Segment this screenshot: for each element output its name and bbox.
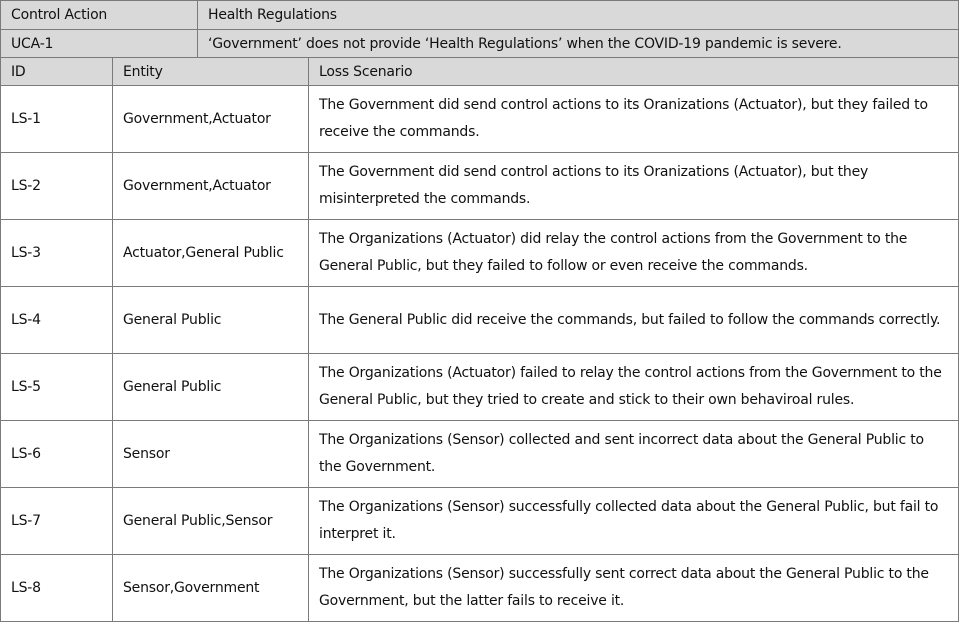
table-row [1,488,959,555]
control-action-label: Control Action [1,1,198,30]
row-scenario: The Government did send control actions to its Oranizations (Actuator), but they misinterpreted the commands. [309,153,959,220]
row-entity: Actuator,General Public [113,220,309,287]
row-scenario: The General Public did receive the commands, but failed to follow the commands correctly. [309,287,959,354]
table-row [1,421,959,488]
row-scenario: The Government did send control actions to its Oranizations (Actuator), but they failed to receive the commands. [309,86,959,153]
column-header-row [1,58,959,86]
control-action-row [1,1,959,30]
column-header-scenario: Loss Scenario [309,58,959,86]
row-entity: Sensor,Government [113,555,309,622]
row-id: LS-2 [1,153,113,220]
row-id: LS-1 [1,86,113,153]
row-entity: Government,Actuator [113,153,309,220]
row-entity: General Public,Sensor [113,488,309,555]
table-row [1,153,959,220]
row-id: LS-8 [1,555,113,622]
uca-value: ‘Government’ does not provide ‘Health Regulations’ when the COVID-19 pandemic is severe. [198,30,959,59]
uca-row [1,30,959,59]
row-scenario: The Organizations (Sensor) collected and sent incorrect data about the General Public to the Government. [309,421,959,488]
row-scenario: The Organizations (Actuator) failed to relay the control actions from the Government to the General Public, but they tried to create and stick to their own behaviroal rules. [309,354,959,421]
table-row [1,86,959,153]
row-entity: General Public [113,354,309,421]
table-row [1,287,959,354]
table-row [1,354,959,421]
row-id: LS-5 [1,354,113,421]
table-row [1,220,959,287]
row-entity: Sensor [113,421,309,488]
loss-scenario-table [0,57,959,622]
row-scenario: The Organizations (Actuator) did relay the control actions from the Government to the General Public, but they failed to follow or even receive the commands. [309,220,959,287]
row-id: LS-4 [1,287,113,354]
table-row [1,555,959,622]
column-header-id: ID [1,58,113,86]
row-entity: Government,Actuator [113,86,309,153]
row-scenario: The Organizations (Sensor) successfully collected data about the General Public, but fail to interpret it. [309,488,959,555]
row-id: LS-6 [1,421,113,488]
control-action-value: Health Regulations [198,1,959,30]
row-scenario: The Organizations (Sensor) successfully sent correct data about the General Public to the Government, but the latter fails to receive it. [309,555,959,622]
control-action-table [0,0,959,59]
row-id: LS-3 [1,220,113,287]
row-id: LS-7 [1,488,113,555]
column-header-entity: Entity [113,58,309,86]
row-entity: General Public [113,287,309,354]
uca-label: UCA-1 [1,30,198,59]
